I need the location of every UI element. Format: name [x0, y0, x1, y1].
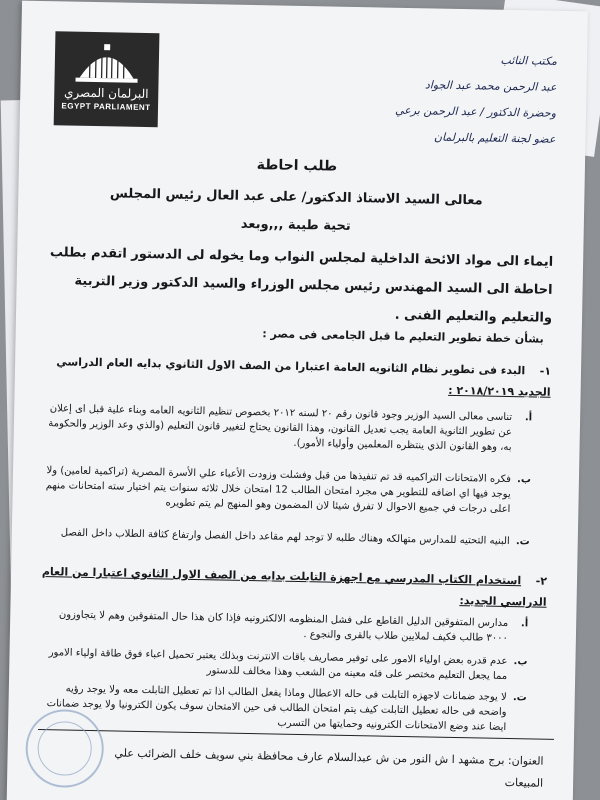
handwritten-name: عبد الرحمن محمد عبد الجواد — [424, 78, 557, 94]
item-text: لا يوجد ضمانات لاجهزه التابلت فى حاله الاعطال وماذا يفعل الطالب اذا تم تعطيل التابلت معه ولا يوجد رؤيه واضحه فى حاله تعطيل التابلت كيف يتم امتحان الطالب فى حين الامتحان سوف يكون الكترونيا ولا يوجد ضمانات ايضا عند وضع الامتحانات الكترونيه وحمايتها من التسرب — [46, 683, 507, 733]
handwritten-committee: عضو لجنة التعليم بالبرلمان — [433, 130, 556, 146]
item-text: فكره الامتحانات التراكميه قد تم تنفيذها من قبل وفشلت وزودت الأعباء علي الأسرة المصرية (تراكمية لعامين) ولا يوجد فيها اي اضافه للتطوير هي مجرد امتحان الطالب 12 امتحان خلال ثلاثه سنوات يتم اختيار سته امتحانات منهم اعلى درجات في جميع الاحوال لا تفرق شيئا لان المضمون وهو المنهج لم يتم تطويره — [45, 465, 512, 516]
item-marker: أ. — [524, 412, 533, 424]
item-marker: ب. — [513, 656, 528, 668]
section-2-line2: الدراسي الجديد: — [459, 594, 547, 609]
handwritten-office: مكتب النائب — [500, 53, 558, 68]
handwritten-doctor: وحضرة الدكتور / عبد الرحمن برعي — [394, 103, 557, 120]
letter-page — [7, 1, 588, 800]
footer-address-line2: المبيعات — [504, 775, 544, 790]
section-1-item-b — [42, 463, 549, 518]
section-1-item-a — [44, 401, 551, 456]
section-2-item-b — [39, 645, 545, 685]
item-marker: أ. — [520, 618, 529, 630]
section-2-number: ٢- — [535, 574, 548, 588]
item-text: عدم قدره بعض اولياء الامور على توفير مصاريف باقات الانترنت وبذلك يعتبر تحميل اعباء فوق طاقة اولياء الامور مما يجعل التعليم مختصر على فئه معينه من الشعب وهذا مخالف للدستور — [48, 647, 508, 683]
section-1-heading — [35, 351, 552, 403]
section-2-line1: استخدام الكتاب المدرسي مع اجهزة التابلت بدايه من الصف الاول الثانوي اعتبارا من العام — [41, 565, 522, 588]
addressee-line: معالى السيد الاستاذ الدكتور/ على عبد العال رئيس المجلس — [109, 186, 483, 209]
document-title: طلب احاطة — [256, 157, 338, 175]
item-text: مدارس المتفوقين الدليل القاطع على فشل المنظومه الالكترونيه فإذا كان هذا حال المتفوقين وهم لا يتجاوزون ٣٠٠٠ طالب فكيف لملايين طلاب بالقرى والنجوع . — [58, 609, 509, 645]
item-text: البنيه التحتيه للمدارس متهالكه وهناك طلبه لا توجد لهم مقاعد داخل الفصل وارتفاع كثافة الطلاب داخل الفصل — [60, 527, 510, 548]
parliament-dome-icon — [71, 38, 142, 85]
section-2-item-c — [38, 681, 545, 736]
letterhead-english-name: EGYPT PARLIAMENT — [61, 101, 151, 113]
letterhead-arabic-name: البرلمان المصري — [63, 85, 149, 102]
intro-paragraph: ايماء الى مواد الائحة الداخلية لمجلس النواب وما يخوله لى الدستور اتقدم بطلب احاطة الى السيد المهندس رئيس مجلس الوزراء والسيد الدكتور وزير التربية والتعليم والتعليم الفنى . — [49, 245, 554, 326]
section-1-line1: البدء فى تطوير نظام الثانويه العامة اعتبارا من الصف الاول الثانوي بدايه العام الدراسي — [56, 355, 526, 378]
item-marker: ب. — [516, 474, 532, 486]
section-1-line2: الجديد ٢٠١٨/٢٠١٩ : — [448, 383, 551, 399]
subject-line: بشأن خطة تطوير التعليم ما قبل الجامعى فى مصر : — [262, 327, 544, 346]
section-1-number: ١- — [539, 364, 552, 378]
footer-address-line1: العنوان: برج مشهد ا ش النور من ش عبدالسلام عارف محافظة بني سويف خلف الضرائب علي — [114, 746, 544, 768]
letterhead-logo — [54, 31, 160, 127]
section-2-heading — [30, 561, 547, 613]
item-marker: ت. — [512, 692, 527, 704]
section-1-item-c — [42, 525, 548, 550]
section-2-item-a — [40, 607, 546, 647]
item-text: تناسى معالى السيد الوزير وجود قانون رقم ٢٠ لسنه ٢٠١٢ بخصوص تنظيم الثانويه العامه وبناء علية قبل اى إعلان عن تطوير الثانوية العامة يجب تعديل القانون، وهذا القانون يحتاج لتغيير قانون التعليم (والذي وعد الوزير والحكومة به، وهو القانون الذي ينتظره المعلمين وأولياء الأمور). — [48, 403, 513, 454]
greeting-line: تحية طيبة ,,,وبعد — [240, 216, 351, 234]
footer-address — [27, 741, 544, 795]
item-marker: ت. — [515, 536, 530, 548]
